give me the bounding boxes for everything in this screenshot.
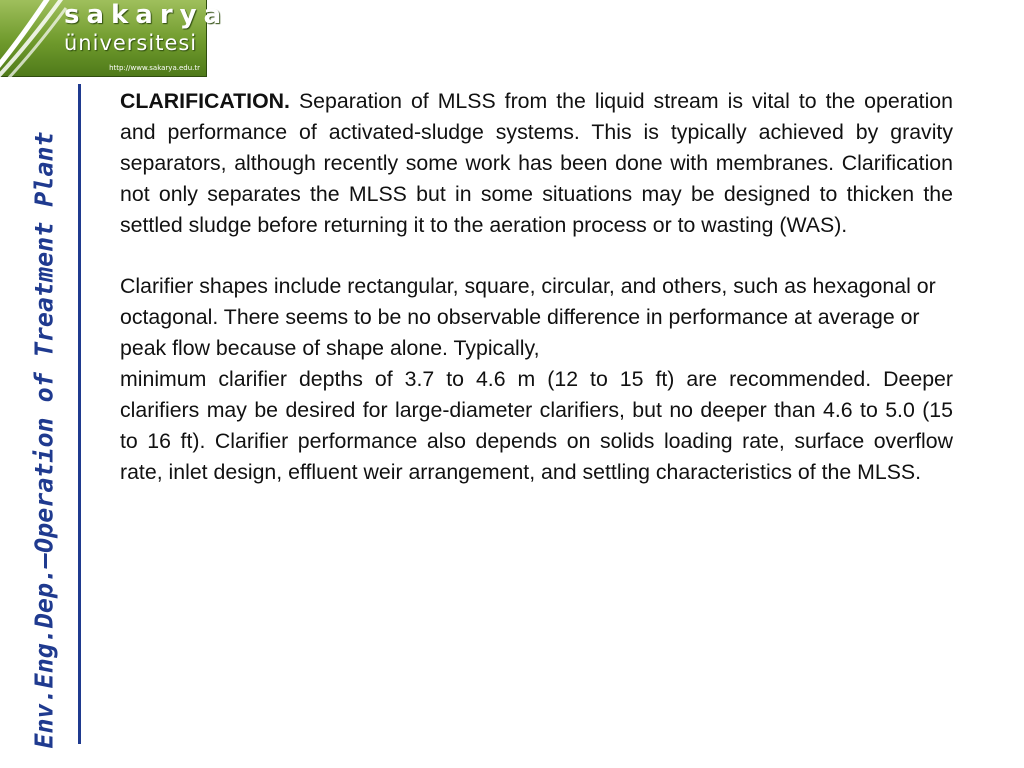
paragraph-clarifier-shapes	[120, 271, 953, 488]
slide-content	[120, 86, 953, 518]
vertical-divider	[78, 84, 81, 744]
sidebar-title: Env.Eng.Dep.–Operation of Treatment Plant	[29, 131, 59, 749]
logo-url: http://www.sakarya.edu.tr	[109, 64, 200, 72]
logo-swoosh-icon	[0, 0, 60, 76]
paragraph-heading: CLARIFICATION.	[120, 89, 290, 113]
paragraph-line: minimum clarifier depths of 3.7 to 4.6 m (12 to 15 ft) are recommended. Deeper clarifiers may be desired for large-diameter clarifiers, but no deeper than 4.6 to 5.0 (15 to 16 ft). Clarifier performance also depends on solids loading rate, surface overflow rate, inlet design, effluent weir arrangement, and settling characteristics of the MLSS.	[120, 367, 953, 484]
logo-name-line2: üniversitesi	[64, 31, 198, 55]
paragraph-clarification	[120, 86, 953, 241]
paragraph-line: Clarifier shapes include rectangular, square, circular, and others, such as hexagonal or octagonal. There seems to be no observable difference in performance at average or peak flow because of shape alone. Typically,	[120, 274, 936, 360]
university-logo	[0, 0, 229, 77]
paragraph-text: Separation of MLSS from the liquid stream is vital to the operation and performance of activated-sludge systems. This is typically achieved by gravity separators, although recently some work has been done with membranes. Clarification not only separates the MLSS but in some situations may be designed to thicken the settled sludge before returning it to the aeration process or to wasting (WAS).	[120, 89, 953, 237]
logo-name-line1: sakarya	[64, 0, 229, 30]
